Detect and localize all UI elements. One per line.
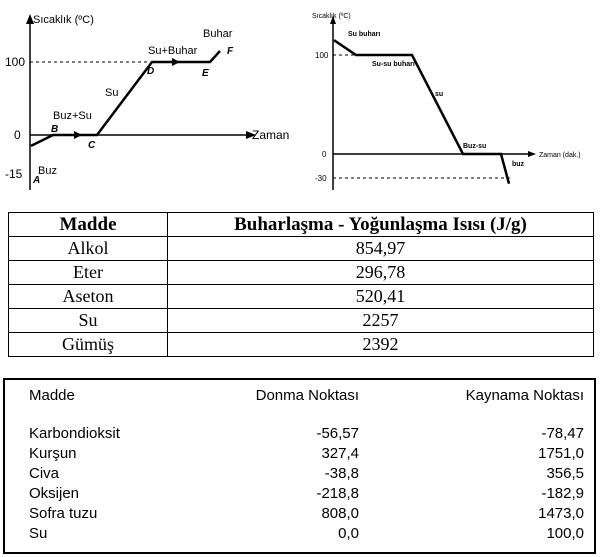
cell-heat-value: 854,97 xyxy=(168,237,594,261)
point-label-b: B xyxy=(51,124,59,135)
melting-boiling-table xyxy=(29,387,584,543)
table-row xyxy=(9,237,594,261)
point-label-e: E xyxy=(202,68,209,79)
cell-freezing-point: -56,57 xyxy=(316,424,359,442)
table-row xyxy=(29,523,584,543)
column-header-heat: Buharlaşma - Yoğunlaşma Isısı (J/g) xyxy=(168,213,594,237)
cell-boiling-point: 1751,0 xyxy=(538,444,584,462)
cell-freezing-point: -218,8 xyxy=(316,484,359,502)
cooling-curve-chart xyxy=(300,0,600,200)
vaporization-heat-table xyxy=(8,212,594,357)
segment-label-buz: buz xyxy=(512,161,525,168)
segment-label-buz-su: Buz-su xyxy=(463,143,487,150)
cell-heat-value: 2392 xyxy=(168,333,594,357)
arrow-de xyxy=(172,58,180,66)
x-axis-title: Zaman xyxy=(252,128,290,142)
cooling-curve-svg xyxy=(300,0,600,200)
spacer-cell xyxy=(29,413,584,423)
y-tick-100: 100 xyxy=(5,55,26,69)
cell-freezing-point: 327,4 xyxy=(321,444,359,462)
y-tick-minus30: -30 xyxy=(315,174,327,183)
point-label-a: A xyxy=(33,175,41,186)
y-tick-100: 100 xyxy=(315,51,329,60)
cell-substance: Alkol xyxy=(9,237,168,261)
cell-boiling-point: -182,9 xyxy=(541,484,584,502)
y-axis-title: Sıcaklık (ºC) xyxy=(33,14,94,26)
column-header-madde: Madde xyxy=(9,213,168,237)
cell-freezing-point: 808,0 xyxy=(321,504,359,522)
table-row xyxy=(29,463,584,483)
cell-substance: Gümüş xyxy=(9,333,168,357)
y-tick-0: 0 xyxy=(322,150,327,159)
heating-curve-chart xyxy=(0,0,300,200)
x-axis-title: Zaman (dak.) xyxy=(539,152,581,159)
table-row xyxy=(9,309,594,333)
segment-label-buz: Buz xyxy=(38,165,57,177)
table-row xyxy=(29,503,584,523)
segment-label-su-buhar: Su+Buhar xyxy=(148,45,198,57)
y-axis-title: Sıcaklık (ºC) xyxy=(312,13,351,20)
table-spacer xyxy=(29,413,584,423)
melting-boiling-table-box xyxy=(3,378,596,554)
segment-label-su-buhari-text: Su buharı xyxy=(348,31,381,38)
heating-curve-svg xyxy=(0,0,300,200)
cell-boiling-point: 1473,0 xyxy=(538,504,584,522)
cell-substance: Eter xyxy=(9,261,168,285)
segment-label-su-buhari xyxy=(348,31,380,38)
table-row xyxy=(29,423,584,443)
cell-substance: Sofra tuzu xyxy=(29,504,98,522)
table-row xyxy=(9,261,594,285)
cell-heat-value: 520,41 xyxy=(168,285,594,309)
heating-curve-line xyxy=(31,51,220,146)
point-label-f: F xyxy=(227,46,234,57)
segment-label-su: su xyxy=(435,91,444,98)
cell-substance: Su xyxy=(29,524,48,542)
table-row xyxy=(9,285,594,309)
segment-label-buhar: Buhar xyxy=(203,28,233,40)
cell-boiling-point: 100,0 xyxy=(546,524,584,542)
column-header-kaynama: Kaynama Noktası xyxy=(465,387,584,404)
segment-label-su: Su xyxy=(105,87,119,99)
cell-heat-value: 2257 xyxy=(168,309,594,333)
segment-label-buz-su: Buz+Su xyxy=(53,110,92,122)
point-label-d: D xyxy=(147,66,155,77)
x-axis-arrow xyxy=(528,151,536,157)
column-header-donma: Donma Noktası xyxy=(255,387,359,404)
table-row xyxy=(9,333,594,357)
cell-substance: Civa xyxy=(29,464,60,482)
cell-heat-value: 296,78 xyxy=(168,261,594,285)
table-header-row xyxy=(29,387,584,413)
point-label-c: C xyxy=(88,140,96,151)
table-header-row xyxy=(9,213,594,237)
cooling-curve-line xyxy=(334,40,509,184)
cell-substance: Aseton xyxy=(9,285,168,309)
column-header-madde: Madde xyxy=(29,387,75,404)
table-row xyxy=(29,483,584,503)
cell-substance: Kurşun xyxy=(29,444,77,462)
segment-label-su-su-buhari: Su-su buharı xyxy=(372,61,415,68)
y-tick-minus15: -15 xyxy=(5,167,23,181)
table-row xyxy=(29,443,584,463)
arrow-bc xyxy=(74,131,82,139)
cell-substance: Oksijen xyxy=(29,484,80,502)
cell-boiling-point: -78,47 xyxy=(541,424,584,442)
cell-boiling-point: 356,5 xyxy=(546,464,584,482)
cell-freezing-point: -38,8 xyxy=(324,464,359,482)
cell-substance: Su xyxy=(9,309,168,333)
cell-freezing-point: 0,0 xyxy=(338,524,359,542)
cell-substance: Karbondioksit xyxy=(29,424,120,442)
y-tick-0: 0 xyxy=(14,128,21,142)
